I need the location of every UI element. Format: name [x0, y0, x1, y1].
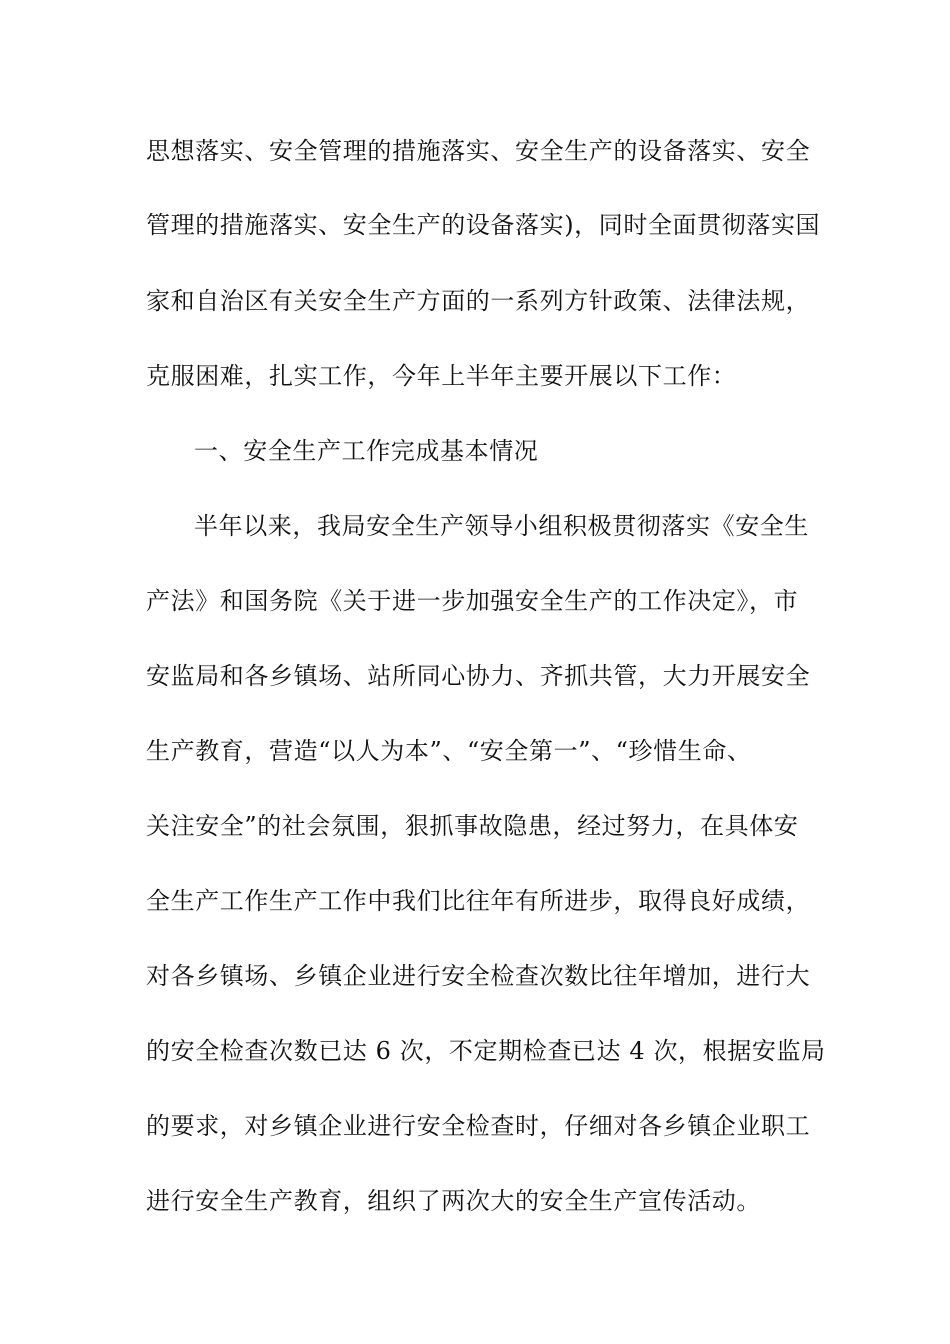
paragraph-line: 关注安全”的社会氛围，狠抓事故隐患，经过努力，在具体安 [146, 812, 799, 840]
paragraph-line: 产法》和国务院《关于进一步加强安全生产的工作决定》，市 [146, 587, 799, 615]
paragraph-line: 半年以来，我局安全生产领导小组积极贯彻落实《安全生 [194, 512, 809, 540]
paragraph-line: 家和自治区有关安全生产方面的一系列方针政策、法律法规， [146, 287, 811, 315]
paragraph-line: 对各乡镇场、乡镇企业进行安全检查次数比往年增加，进行大 [146, 962, 811, 990]
paragraph-line: 克服困难，扎实工作，今年上半年主要开展以下工作： [146, 362, 737, 390]
paragraph-line: 思想落实、安全管理的措施落实、安全生产的设备落实、安全 [146, 137, 811, 165]
paragraph-line: 生产教育，营造“以人为本”、“安全第一”、“珍惜生命、 [146, 737, 752, 765]
paragraph-line: 进行安全生产教育，组织了两次大的安全生产宣传活动。 [146, 1187, 761, 1215]
paragraph-line: 安监局和各乡镇场、站所同心协力、齐抓共管，大力开展安全 [146, 662, 811, 690]
paragraph-line: 管理的措施落实、安全生产的设备落实)，同时全面贯彻落实国 [146, 211, 821, 239]
paragraph-line: 的要求，对乡镇企业进行安全检查时，仔细对各乡镇企业职工 [146, 1112, 811, 1140]
section-heading: 一、安全生产工作完成基本情况 [194, 437, 539, 465]
paragraph-line: 全生产工作生产工作中我们比往年有所进步，取得良好成绩， [146, 887, 811, 915]
paragraph-line: 的安全检查次数已达 6 次，不定期检查已达 4 次，根据安监局 [146, 1037, 826, 1065]
